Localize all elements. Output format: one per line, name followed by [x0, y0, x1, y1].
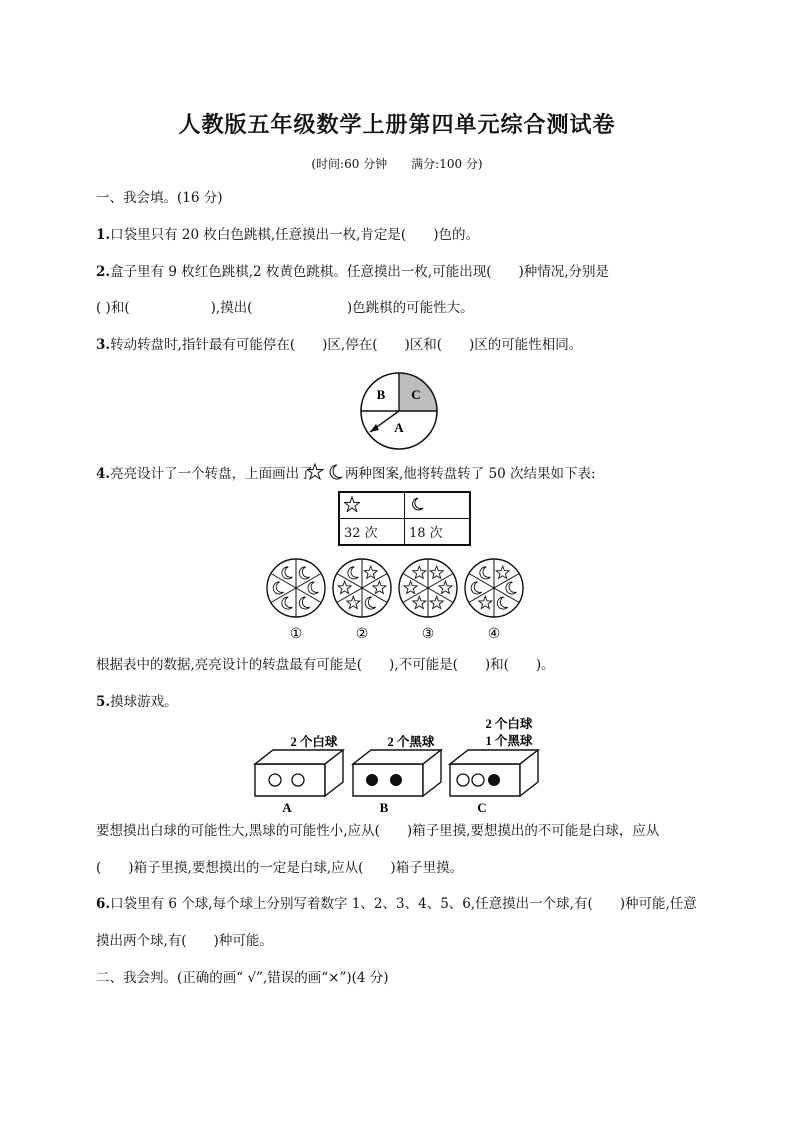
white-ball — [292, 774, 304, 786]
box-c — [450, 716, 538, 815]
tally-table — [338, 491, 471, 546]
question-1 — [96, 225, 479, 245]
box-c-label-1: 2 个白球 — [485, 717, 533, 731]
question-6-line-2: 摸出两个球,有( )种可能。 — [96, 933, 273, 949]
box-c-name: C — [477, 800, 487, 815]
box-b — [353, 734, 441, 815]
spinner-label-b: B — [376, 387, 386, 402]
spinner-option-4 — [465, 559, 523, 642]
moon-icon — [409, 496, 425, 512]
question-4-answer: 根据表中的数据,亮亮设计的转盘最有可能是( ),不可能是( )和( )。 — [96, 657, 555, 673]
question-text: 口袋里有 6 个球,每个球上分别写着数字 1、2、3、4、5、6,任意摸出一个球,有( )种可能,任意 — [110, 896, 697, 912]
spinner-option-3 — [399, 559, 457, 642]
spinner-pointer-arrowhead — [370, 424, 379, 432]
question-4-continuation: 两种图案,他将转盘转了 50 次结果如下表: — [345, 466, 596, 482]
star-moon-icons — [307, 462, 347, 482]
wheel-label: ③ — [421, 627, 435, 642]
table-cell-star-count: 32 次 — [339, 519, 405, 546]
question-text: 转动转盘时,指针最有可能停在( )区,停在( )区和( )区的可能性相同。 — [110, 337, 583, 353]
black-ball — [366, 774, 378, 786]
wheel-label: ① — [289, 627, 303, 642]
tally-table-wrapper — [338, 491, 471, 546]
page-title: 人教版五年级数学上册第四单元综合测试卷 — [178, 112, 616, 138]
question-2 — [96, 262, 609, 282]
spinner-options — [262, 556, 534, 644]
question-2-line-2: ( )和( ),摸出( )色跳棋的可能性大。 — [96, 300, 474, 316]
table-header-moon — [405, 492, 471, 519]
question-number: 6. — [96, 896, 111, 912]
spinner-figure — [356, 368, 442, 454]
question-4 — [96, 464, 313, 484]
question-text: 亮亮设计了一个转盘，上面画出了 — [110, 466, 313, 482]
section-1-header: 一、我会填。(16 分) — [96, 190, 223, 206]
spinner-label-a: A — [394, 420, 404, 435]
box-c-label-2: 1 个黑球 — [485, 734, 533, 748]
question-5-line-1: 要想摸出白球的可能性大,黑球的可能性小,应从( )箱子里摸,要想摸出的不可能是白球，应从 — [96, 823, 660, 839]
section-2-header: 二、我会判。(正确的画“ √”,错误的画“×”)(4 分) — [96, 970, 389, 986]
exam-info: (时间:60 分钟 满分:100 分) — [311, 157, 483, 171]
question-number: 2. — [96, 264, 111, 280]
question-number: 5. — [96, 694, 111, 710]
question-text: 盒子里有 9 枚红色跳棋,2 枚黄色跳棋。任意摸出一枚,可能出现( )种情况,分别是 — [110, 264, 610, 280]
question-5 — [96, 692, 178, 712]
moon-icon — [330, 465, 342, 479]
question-number: 3. — [96, 337, 111, 353]
star-icon — [344, 496, 360, 512]
question-text: 摸球游戏。 — [110, 694, 178, 710]
wheel-label: ② — [355, 627, 369, 642]
black-ball — [488, 774, 500, 786]
spinner-option-1 — [267, 559, 325, 642]
white-ball — [457, 774, 469, 786]
question-5-line-2: ( )箱子里摸,要想摸出的一定是白球,应从( )箱子里摸。 — [96, 860, 464, 876]
wheel-label: ④ — [487, 627, 501, 642]
box-a-label: 2 个白球 — [290, 735, 338, 749]
white-ball — [269, 774, 281, 786]
question-3 — [96, 335, 582, 355]
question-number: 4. — [96, 466, 111, 482]
table-cell-moon-count: 18 次 — [405, 519, 471, 546]
question-number: 1. — [96, 227, 111, 243]
box-b-label: 2 个黑球 — [387, 735, 435, 749]
star-icon — [307, 464, 323, 479]
spinner-option-2 — [333, 559, 391, 642]
ball-boxes-figure — [250, 714, 550, 818]
question-text: 口袋里只有 20 枚白色跳棋,任意摸出一枚,肯定是( )色的。 — [110, 227, 479, 243]
box-a — [255, 734, 343, 815]
black-ball — [390, 774, 402, 786]
question-6 — [96, 894, 697, 914]
spinner-label-c: C — [411, 387, 421, 402]
box-b-name: B — [379, 800, 389, 815]
table-header-star — [339, 492, 405, 519]
white-ball — [472, 774, 484, 786]
box-a-name: A — [282, 800, 292, 815]
